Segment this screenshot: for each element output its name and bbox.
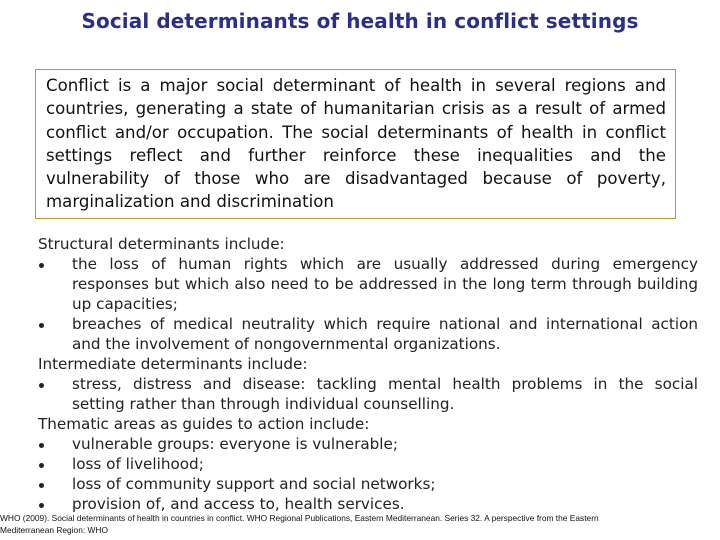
bullet-icon xyxy=(38,374,48,394)
list-item xyxy=(38,374,698,414)
determinants-list xyxy=(38,234,698,514)
item-line: setting rather than through individual counselling. xyxy=(72,395,455,413)
item-line: responses but which also need to be addressed in the long term through building xyxy=(72,275,698,293)
citation xyxy=(0,513,710,536)
bullet-icon xyxy=(38,254,48,274)
list-item xyxy=(38,434,698,454)
list-item xyxy=(38,494,698,514)
citation-line: Mediterranean Region: WHO xyxy=(0,524,108,535)
item-line: stress, distress and disease: tackling mental health problems in the social xyxy=(72,375,698,393)
item-line: provision of, and access to, health services. xyxy=(72,495,405,513)
bullet-icon xyxy=(38,454,48,474)
bullet-icon xyxy=(38,434,48,454)
citation-line: WHO (2009). Social determinants of health in countries in conflict. WHO Regional Publications, Eastern Mediterranean. Series 32. A perspective from the Eastern xyxy=(0,513,599,523)
structural-heading: Structural determinants include: xyxy=(38,235,285,253)
item-line: and the involvement of nongovernmental organizations. xyxy=(72,335,501,353)
bullet-icon xyxy=(38,474,48,494)
item-line: vulnerable groups: everyone is vulnerable; xyxy=(72,435,398,453)
bullet-icon xyxy=(38,314,48,334)
thematic-heading: Thematic areas as guides to action include: xyxy=(38,415,370,433)
item-line: breaches of medical neutrality which require national and international action xyxy=(72,315,698,333)
list-item xyxy=(38,454,698,474)
intro-paragraph: Conflict is a major social determinant of health in several regions and countries, generating a state of humanitarian crisis as a result of armed conflict and/or occupation. The social determinants of health in conflict settings reflect and further reinforce these inequalities and the vulnerability of those who are disadvantaged because of poverty, marginalization and discrimination xyxy=(46,76,666,212)
list-item xyxy=(38,314,698,354)
intermediate-heading: Intermediate determinants include: xyxy=(38,355,308,373)
item-line: up capacities; xyxy=(72,295,178,313)
item-line: the loss of human rights which are usually addressed during emergency xyxy=(72,255,698,273)
list-item xyxy=(38,474,698,494)
bullet-icon xyxy=(38,494,48,514)
item-line: loss of livelihood; xyxy=(72,455,204,473)
intro-box xyxy=(35,69,676,219)
item-line: loss of community support and social networks; xyxy=(72,475,436,493)
list-item xyxy=(38,254,698,314)
page-title: Social determinants of health in conflict settings xyxy=(81,9,639,33)
